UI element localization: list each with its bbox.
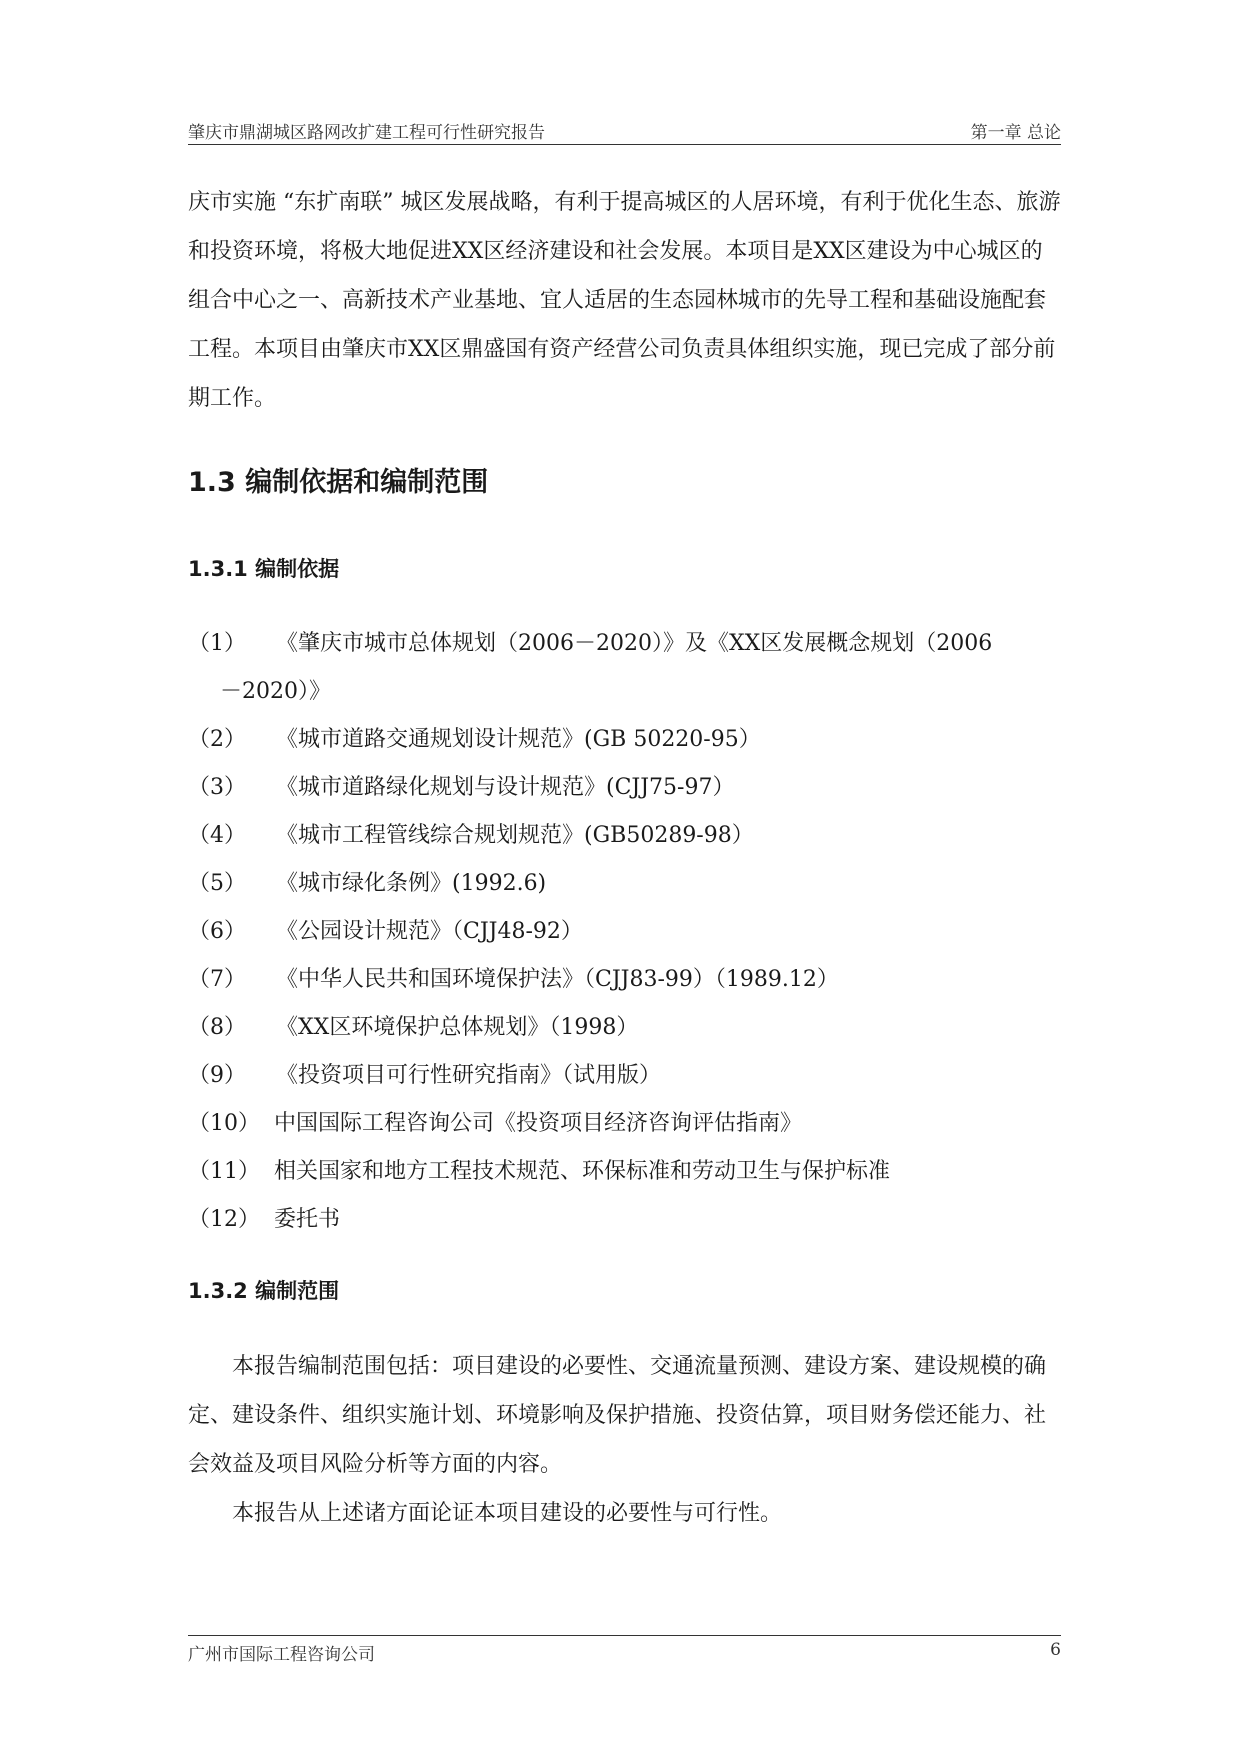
list-item-number: （11） bbox=[188, 1159, 260, 1184]
page-footer bbox=[188, 1635, 1061, 1665]
list-item bbox=[188, 620, 1061, 716]
report-title: 肇庆市鼎湖城区路网改扩建工程可行性研究报告 bbox=[188, 123, 545, 143]
list-item-text: 《XX区环境保护总体规划》（1998） bbox=[276, 1015, 639, 1040]
list-item bbox=[188, 860, 1061, 908]
conclusion-paragraph: 本报告从上述诸方面论证本项目建设的必要性与可行性。 bbox=[232, 1501, 783, 1526]
list-item bbox=[188, 1100, 1061, 1148]
reference-list bbox=[188, 620, 1061, 1244]
list-item bbox=[188, 716, 1061, 764]
footer-company: 广州市国际工程咨询公司 bbox=[188, 1645, 375, 1665]
list-item-text: 《城市道路交通规划设计规范》(GB 50220-95） bbox=[276, 727, 761, 752]
list-item-number: （4） bbox=[188, 823, 246, 848]
list-item-number: （5） bbox=[188, 871, 246, 896]
list-item bbox=[188, 1004, 1061, 1052]
section-heading-1-3-2: 1.3.2 编制范围 bbox=[188, 1279, 340, 1303]
list-item bbox=[188, 1196, 1061, 1244]
list-item-number: （3） bbox=[188, 775, 246, 800]
section-heading-1-3-1: 1.3.1 编制依据 bbox=[188, 557, 340, 581]
list-item-text: 委托书 bbox=[274, 1207, 341, 1232]
page-number: 6 bbox=[1050, 1640, 1061, 1660]
list-item-text: 《肇庆市城市总体规划（2006－2020）》及《XX区发展概念规划（2006 bbox=[276, 631, 993, 656]
list-item-number: （7） bbox=[188, 967, 246, 992]
continued-paragraph: 庆市实施 “东扩南联” 城区发展战略，有利于提高城区的人居环境，有利于优化生态、旅游和投资环境，将极大地促进XX区经济建设和社会发展。本项目是XX区建设为中心城区的组合中心之一、高新技术产业基地、宜人适居的生态园林城市的先导工程和基础设施配套工程。本项目由肇庆市XX区鼎盛国有资产经营公司负责具体组织实施，现已完成了部分前期工作。 bbox=[188, 190, 1061, 411]
list-item bbox=[188, 908, 1061, 956]
list-item-text: 中国国际工程咨询公司《投资项目经济咨询评估指南》 bbox=[274, 1111, 803, 1136]
page-header bbox=[188, 118, 1061, 145]
list-item-number: （10） bbox=[188, 1111, 260, 1136]
list-item-number: （9） bbox=[188, 1063, 246, 1088]
list-item-number: （12） bbox=[188, 1207, 260, 1232]
scope-paragraph: 本报告编制范围包括：项目建设的必要性、交通流量预测、建设方案、建设规模的确定、建设条件、组织实施计划、环境影响及保护措施、投资估算，项目财务偿还能力、社会效益及项目风险分析等方面的内容。 bbox=[188, 1354, 1047, 1477]
list-item bbox=[188, 1052, 1061, 1100]
list-item bbox=[188, 956, 1061, 1004]
list-item-text: 相关国家和地方工程技术规范、环保标准和劳动卫生与保护标准 bbox=[274, 1159, 891, 1184]
list-item-text: 《城市绿化条例》(1992.6) bbox=[276, 871, 547, 896]
list-item-text: 《城市道路绿化规划与设计规范》(CJJ75-97） bbox=[276, 775, 735, 800]
list-item bbox=[188, 1148, 1061, 1196]
list-item-number: （8） bbox=[188, 1015, 246, 1040]
list-item-number: （6） bbox=[188, 919, 246, 944]
list-item-text: 《公园设计规范》（CJJ48-92） bbox=[276, 919, 583, 944]
list-item-number: （1） bbox=[188, 631, 246, 656]
list-item-number: （2） bbox=[188, 727, 246, 752]
list-item-text: 《中华人民共和国环境保护法》（CJJ83-99）（1989.12） bbox=[276, 967, 839, 992]
list-item-text-continued: －2020）》 bbox=[220, 679, 331, 704]
list-item-text: 《投资项目可行性研究指南》（试用版） bbox=[276, 1063, 662, 1088]
list-item-text: 《城市工程管线综合规划规范》(GB50289-98） bbox=[276, 823, 754, 848]
section-heading-1-3: 1.3 编制依据和编制范围 bbox=[188, 467, 489, 498]
chapter-label: 第一章 总论 bbox=[970, 123, 1061, 143]
list-item bbox=[188, 812, 1061, 860]
list-item bbox=[188, 764, 1061, 812]
